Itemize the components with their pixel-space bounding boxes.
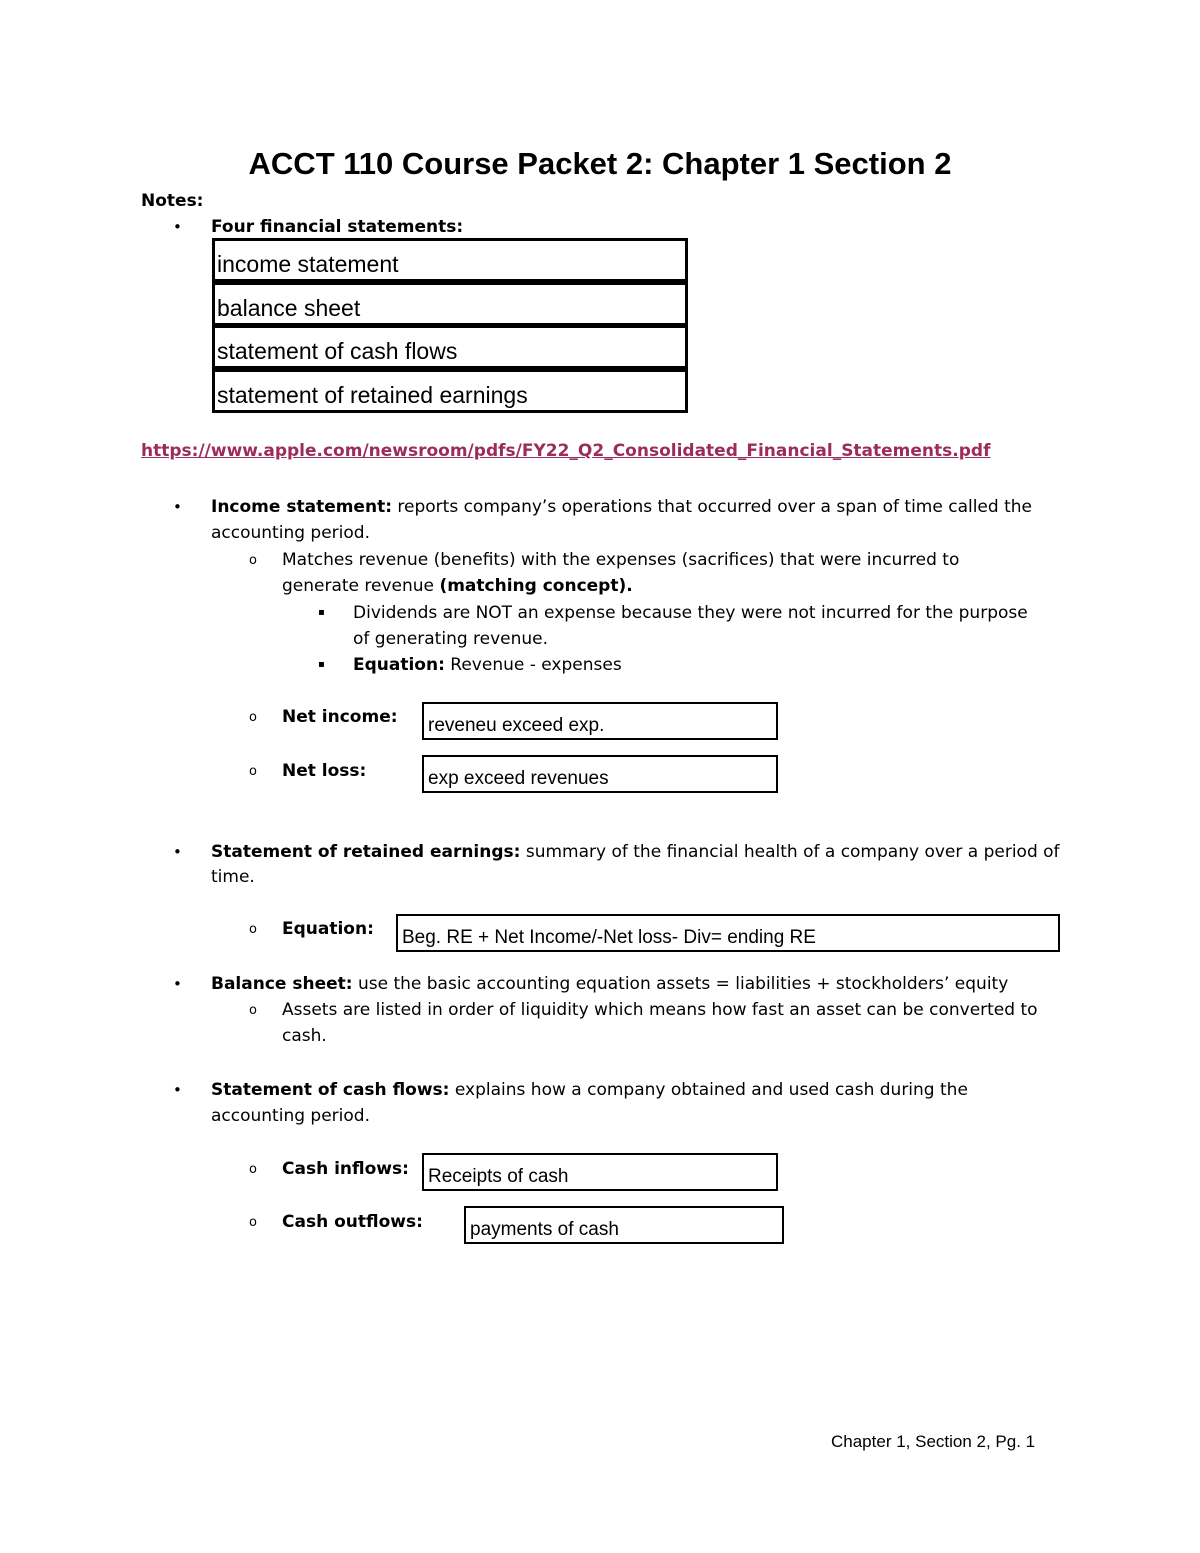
net-loss-answer-box[interactable]: exp exceed revenues	[422, 755, 778, 793]
answer-box-cash-flows[interactable]: statement of cash flows	[212, 325, 688, 369]
equation-label: Equation:	[353, 655, 445, 675]
cash-flows-term: Statement of cash flows:	[211, 1080, 450, 1100]
retained-earnings-definition: summary of the financial health of a company over a period of	[520, 842, 1060, 862]
matching-line1: Matches revenue (benefits) with the expenses (sacrifices) that were incurred to	[282, 550, 960, 570]
answer-box-retained-earnings[interactable]: statement of retained earnings	[212, 369, 688, 413]
circle-bullet: o	[249, 922, 257, 937]
bullet: •	[173, 843, 182, 861]
cash-flows-line2: accounting period.	[211, 1106, 370, 1126]
bullet: •	[173, 498, 182, 516]
notes-label: Notes:	[141, 191, 204, 211]
balance-sheet-line1	[211, 971, 1008, 997]
income-statement-line1	[211, 494, 1032, 520]
matching-line2-text: generate revenue	[282, 576, 440, 596]
answer-box-balance-sheet[interactable]: balance sheet	[212, 282, 688, 326]
re-equation-label: Equation:	[282, 919, 374, 939]
matching-concept: (matching concept).	[439, 576, 633, 596]
apple-financials-link[interactable]: https://www.apple.com/newsroom/pdfs/FY22_Q2_Consolidated_Financial_Statements.pdf	[141, 441, 991, 461]
square-bullet: ▪	[318, 607, 325, 618]
page-footer: Chapter 1, Section 2, Pg. 1	[831, 1432, 1036, 1451]
cash-outflows-label: Cash outflows:	[282, 1212, 423, 1232]
circle-bullet: o	[249, 1215, 257, 1230]
retained-earnings-term: Statement of retained earnings:	[211, 842, 521, 862]
net-income-answer-box[interactable]: reveneu exceed exp.	[422, 702, 778, 740]
matching-line2	[282, 573, 633, 599]
square-bullet: ▪	[318, 659, 325, 670]
cash-flows-line1	[211, 1077, 968, 1103]
page-title: ACCT 110 Course Packet 2: Chapter 1 Section 2	[248, 146, 952, 181]
bullet: •	[173, 975, 182, 993]
balance-sheet-term: Balance sheet:	[211, 974, 353, 994]
bullet: •	[173, 218, 182, 236]
income-statement-definition: reports company’s operations that occurred over a span of time called the	[392, 497, 1032, 517]
four-statements-label: Four financial statements:	[211, 217, 464, 237]
dividends-line2: of generating revenue.	[353, 629, 549, 649]
retained-earnings-line2: time.	[211, 867, 255, 887]
circle-bullet: o	[249, 1003, 257, 1018]
dividends-line1: Dividends are NOT an expense because they were not incurred for the purpose	[353, 603, 1028, 623]
income-statement-term: Income statement:	[211, 497, 392, 517]
cash-flows-definition: explains how a company obtained and used cash during the	[449, 1080, 968, 1100]
equation-text: Revenue - expenses	[444, 655, 622, 675]
bullet: •	[173, 1081, 182, 1099]
equation-line	[353, 652, 622, 678]
liquidity-line2: cash.	[282, 1026, 327, 1046]
income-statement-line2: accounting period.	[211, 523, 370, 543]
balance-sheet-definition: use the basic accounting equation assets = liabilities + stockholders’ equity	[352, 974, 1009, 994]
re-equation-answer-box[interactable]: Beg. RE + Net Income/-Net loss- Div= ending RE	[396, 914, 1060, 952]
liquidity-line1: Assets are listed in order of liquidity which means how fast an asset can be converted to	[282, 1000, 1038, 1020]
circle-bullet: o	[249, 553, 257, 568]
cash-outflows-answer-box[interactable]: payments of cash	[464, 1206, 784, 1244]
cash-inflows-answer-box[interactable]: Receipts of cash	[422, 1153, 778, 1191]
cash-inflows-label: Cash inflows:	[282, 1159, 409, 1179]
circle-bullet: o	[249, 764, 257, 779]
net-income-label: Net income:	[282, 707, 398, 727]
net-loss-label: Net loss:	[282, 761, 367, 781]
circle-bullet: o	[249, 1162, 257, 1177]
answer-box-income-statement[interactable]: income statement	[212, 238, 688, 282]
retained-earnings-line1	[211, 839, 1060, 865]
circle-bullet: o	[249, 710, 257, 725]
